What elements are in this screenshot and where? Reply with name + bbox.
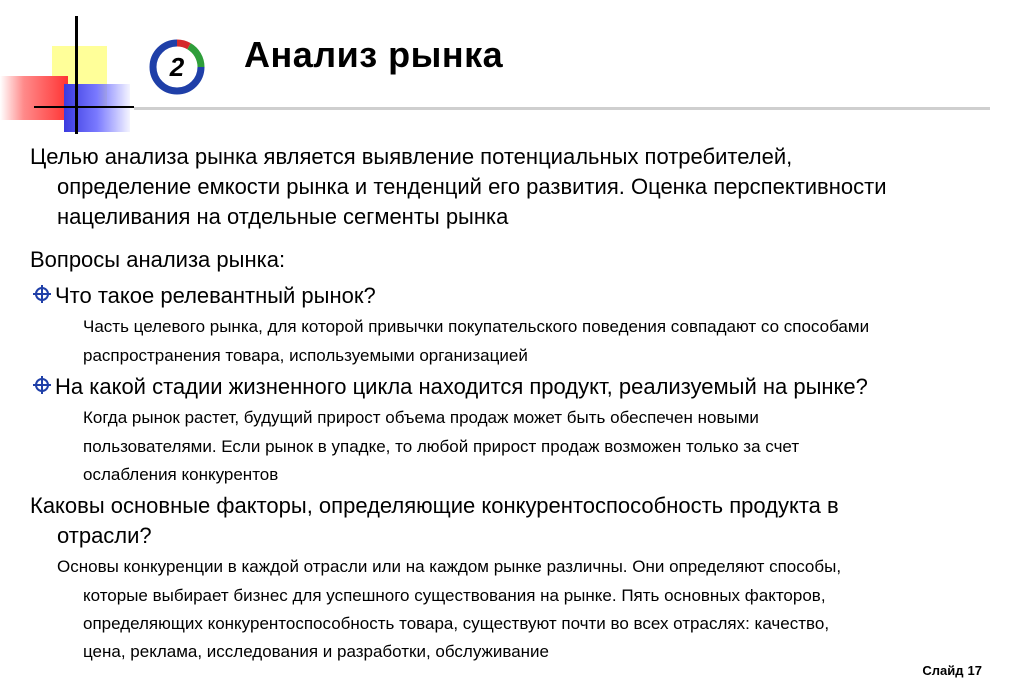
slide-number (922, 663, 982, 678)
crosshair-bullet-icon (33, 285, 51, 303)
answer-2-line-2: пользователями. Если рынок в упадке, то любой прирост продаж возможен только за счет (83, 437, 800, 456)
slide-label: Слайд (922, 663, 964, 678)
question-3-line-2: отрасли? (57, 523, 152, 548)
crosshair-bullet-icon (33, 376, 51, 394)
answer-3-line-2: которые выбирает бизнес для успешного существования на рынке. Пять основных факторов, (83, 586, 826, 605)
decor-blue-square (64, 84, 130, 132)
question-3-line-1: Каковы основные факторы, определяющие конкурентоспособность продукта в (30, 493, 839, 518)
intro-line-3: нацеливания на отдельные сегменты рынка (57, 204, 509, 229)
question-1: Что такое релевантный рынок? (55, 283, 376, 308)
answer-2-line-1: Когда рынок растет, будущий прирост объема продаж может быть обеспечен новыми (83, 408, 759, 427)
intro-line-2: определение емкости рынка и тенденций его развития. Оценка перспективности (57, 174, 887, 199)
questions-heading: Вопросы анализа рынка: (30, 247, 286, 272)
answer-3-line-1: Основы конкуренции в каждой отрасли или на каждом рынке различны. Они определяют способы, (57, 557, 842, 576)
intro-line-1: Целью анализа рынка является выявление потенциальных потребителей, (30, 144, 793, 169)
badge-number: 2 (169, 52, 185, 82)
answer-2-line-3: ослабления конкурентов (83, 465, 279, 484)
decor-red-square (0, 76, 68, 120)
answer-1-line-1: Часть целевого рынка, для которой привычки покупательского поведения совпадают со способами (83, 317, 870, 336)
answer-1-line-2: распространения товара, используемыми организацией (83, 346, 528, 365)
question-2: На какой стадии жизненного цикла находится продукт, реализуемый на рынке? (55, 374, 868, 399)
answer-3-line-3: определяющих конкурентоспособность товара, существуют почти во всех отраслях: качество, (83, 614, 830, 633)
answer-3-line-4: цена, реклама, исследования и разработки, обслуживание (83, 642, 550, 661)
title-underline (134, 107, 990, 110)
section-number-badge (148, 38, 206, 96)
page-title: Анализ рынка (244, 34, 504, 75)
slide-number-value: 17 (967, 663, 982, 678)
decor-vertical-line (75, 16, 78, 134)
decor-horizontal-line (34, 106, 134, 108)
